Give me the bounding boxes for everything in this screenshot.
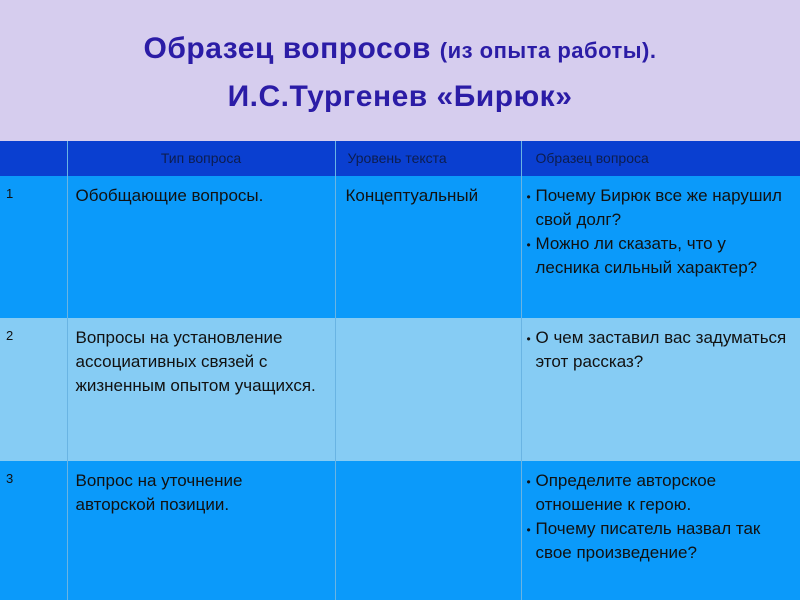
header-text-level: Уровень текста <box>335 141 521 176</box>
row-number: 2 <box>0 318 67 461</box>
title-parenthetical: (из опыта работы). <box>439 38 657 63</box>
example-item: • Можно ли сказать, что у лесника сильный характер? <box>527 232 795 280</box>
table-row <box>0 461 800 600</box>
question-type-cell: Вопросы на установление ассоциативных связей с жизненным опытом учащихся. <box>67 318 335 461</box>
table-row <box>0 318 800 461</box>
slide-title-line2: И.С.Тургенев «Бирюк» <box>227 80 573 113</box>
slide-title-line1 <box>0 32 800 66</box>
example-item: • Почему Бирюк все же нарушил свой долг? <box>527 184 795 232</box>
questions-table <box>0 141 800 600</box>
title-main: Образец вопросов <box>143 32 431 65</box>
row-number: 3 <box>0 461 67 600</box>
example-item: • Определите авторское отношение к герою. <box>527 469 795 517</box>
text-level-cell: Концептуальный <box>335 176 521 318</box>
question-example-cell <box>521 318 800 461</box>
example-item: • О чем заставил вас задуматься этот рассказ? <box>527 326 795 374</box>
header-number <box>0 141 67 176</box>
table-row <box>0 176 800 318</box>
row-number: 1 <box>0 176 67 318</box>
slide-title-area <box>0 0 800 141</box>
header-question-example: Образец вопроса <box>535 150 649 166</box>
text-level-cell <box>335 461 521 600</box>
text-level-cell <box>335 318 521 461</box>
example-item: • Почему писатель назвал так свое произведение? <box>527 517 795 565</box>
question-example-cell <box>521 176 800 318</box>
question-type-cell: Вопрос на уточнение авторской позиции. <box>67 461 335 600</box>
question-example-cell <box>521 461 800 600</box>
table-header-row <box>0 141 800 176</box>
header-question-type: Тип вопроса <box>67 141 335 176</box>
question-type-cell: Обобщающие вопросы. <box>67 176 335 318</box>
